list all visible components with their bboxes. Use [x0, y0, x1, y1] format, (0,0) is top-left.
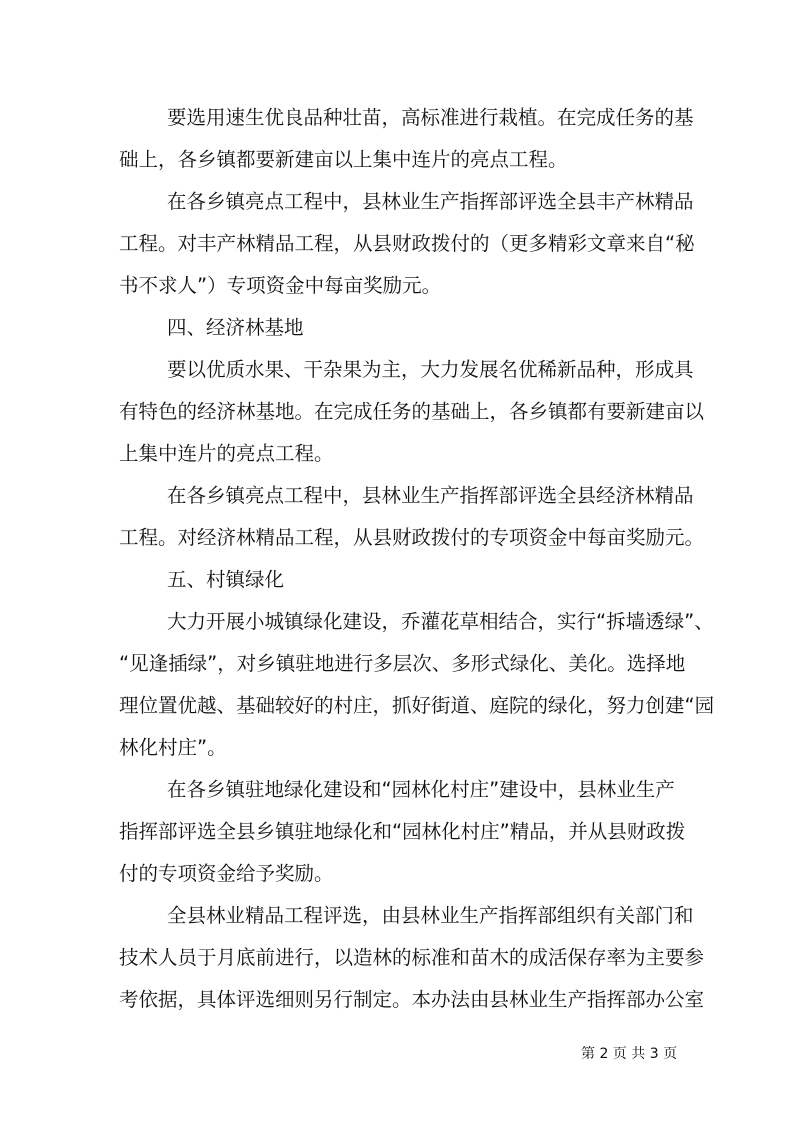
text-line-13: 大力开展小城镇绿化建设，乔灌花草相结合，实行“拆墙透绿”、 [167, 610, 714, 633]
text-line-20: 全县林业精品工程评选，由县林业生产指挥部组织有关部门和 [167, 904, 694, 927]
section-heading-5: 五、村镇绿化 [167, 568, 285, 591]
text-line-5: 书不求人”）专项资金中每亩奖励元。 [119, 274, 442, 297]
text-line-10: 在各乡镇亮点工程中，县林业生产指挥部评选全县经济林精品 [167, 484, 694, 507]
text-line-18: 指挥部评选全县乡镇驻地绿化和“园林化村庄”精品，并从县财政拨 [119, 820, 686, 843]
text-line-7: 要以优质水果、干杂果为主，大力发展名优稀新品种，形成具 [167, 358, 694, 381]
text-line-3: 在各乡镇亮点工程中，县林业生产指挥部评选全县丰产林精品 [167, 190, 694, 213]
text-line-14: “见逢插绿”，对乡镇驻地进行多层次、多形式绿化、美化。选择地 [119, 652, 686, 675]
text-line-8: 有特色的经济林基地。在完成任务的基础上，各乡镇都有要新建亩以 [119, 400, 705, 423]
text-line-16: 林化村庄”。 [119, 736, 227, 759]
text-line-9: 上集中连片的亮点工程。 [119, 442, 334, 465]
text-line-4: 工程。对丰产林精品工程，从县财政拨付的（更多精彩文章来自“秘 [119, 232, 695, 255]
text-line-21: 技术人员于月底前进行，以造林的标准和苗木的成活保存率为主要参 [119, 946, 705, 969]
text-line-19: 付的专项资金给予奖励。 [119, 862, 334, 885]
text-line-22: 考依据，具体评选细则另行制定。本办法由县林业生产指挥部办公室 [119, 988, 705, 1011]
text-line-2: 础上，各乡镇都要新建亩以上集中连片的亮点工程。 [119, 148, 568, 171]
page-number-footer: 第 2 页 共 3 页 [581, 1046, 678, 1062]
section-heading-4: 四、经济林基地 [167, 316, 304, 339]
text-line-11: 工程。对经济林精品工程，从县财政拨付的专项资金中每亩奖励元。 [119, 526, 705, 549]
text-line-15: 理位置优越、基础较好的村庄，抓好街道、庭院的绿化，努力创建“园 [119, 694, 715, 717]
text-line-1: 要选用速生优良品种壮苗，高标准进行栽植。在完成任务的基 [167, 106, 694, 129]
text-line-17: 在各乡镇驻地绿化建设和“园林化村庄”建设中，县林业生产 [167, 778, 675, 801]
